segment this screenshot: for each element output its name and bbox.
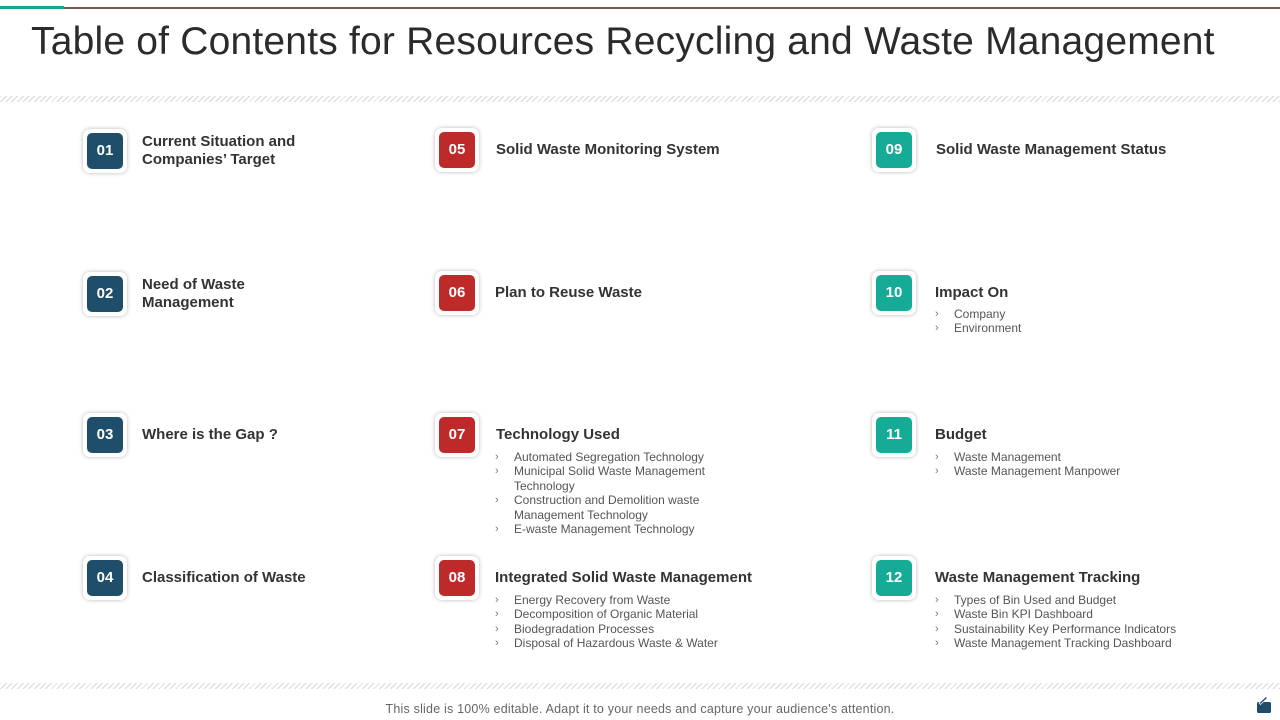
list-item-text: Decomposition of Organic Material bbox=[514, 607, 699, 622]
number-badge: 02 bbox=[87, 276, 123, 312]
list-item bbox=[935, 450, 1165, 464]
toc-item-09[interactable] bbox=[872, 128, 1202, 172]
toc-item-04[interactable] bbox=[83, 556, 413, 600]
list-item bbox=[495, 464, 725, 493]
number-badge-frame bbox=[872, 271, 916, 315]
list-item-text: Municipal Solid Waste Management Technology bbox=[514, 464, 705, 493]
list-item-text: Construction and Demolition waste Management Technology bbox=[514, 493, 700, 522]
number-badge-frame bbox=[83, 556, 127, 600]
list-item-text: Company bbox=[954, 307, 1006, 321]
number-badge-frame bbox=[435, 128, 479, 172]
chevron-right-icon: › bbox=[935, 637, 939, 650]
toc-item-05[interactable] bbox=[435, 128, 765, 172]
number-badge-frame bbox=[872, 556, 916, 600]
toc-item-07[interactable] bbox=[435, 413, 765, 541]
number-badge-frame bbox=[83, 413, 127, 457]
list-item bbox=[495, 522, 725, 536]
chevron-right-icon: › bbox=[495, 622, 499, 635]
list-item-text: Energy Recovery from Waste bbox=[514, 593, 671, 607]
edit-logo-icon bbox=[1255, 696, 1273, 714]
chevron-right-icon: › bbox=[495, 494, 499, 507]
number-badge: 05 bbox=[439, 132, 475, 168]
list-item-text: Environment bbox=[954, 321, 1022, 336]
toc-heading: Budget bbox=[935, 426, 987, 443]
footer-note: This slide is 100% editable. Adapt it to your needs and capture your audience's attention. bbox=[385, 702, 895, 716]
number-badge: 04 bbox=[87, 560, 123, 596]
number-badge-frame bbox=[872, 413, 916, 457]
list-item bbox=[935, 464, 1165, 478]
toc-heading: Solid Waste Monitoring System bbox=[496, 141, 720, 158]
toc-heading: Waste Management Tracking bbox=[935, 569, 1141, 586]
number-badge: 01 bbox=[87, 133, 123, 169]
list-item-text: Biodegradation Processes bbox=[514, 621, 655, 636]
number-badge-frame bbox=[435, 556, 479, 600]
number-badge: 08 bbox=[439, 560, 475, 596]
toc-bullet-list bbox=[495, 450, 725, 536]
chevron-right-icon: › bbox=[495, 637, 499, 650]
list-item bbox=[935, 607, 1210, 621]
toc-item-12[interactable] bbox=[872, 556, 1212, 656]
toc-heading: Plan to Reuse Waste bbox=[495, 284, 642, 301]
list-item bbox=[935, 622, 1210, 636]
chevron-right-icon: › bbox=[935, 465, 939, 478]
list-item-text: Disposal of Hazardous Waste & Water bbox=[514, 636, 718, 651]
chevron-right-icon: › bbox=[935, 608, 939, 621]
list-item-text: Sustainability Key Performance Indicators bbox=[954, 621, 1177, 636]
list-item bbox=[495, 450, 725, 464]
toc-heading: Technology Used bbox=[496, 426, 620, 443]
toc-heading: Integrated Solid Waste Management bbox=[495, 569, 752, 586]
toc-item-06[interactable] bbox=[435, 271, 765, 315]
chevron-right-icon: › bbox=[495, 451, 499, 463]
toc-item-08[interactable] bbox=[435, 556, 765, 656]
number-badge-frame bbox=[435, 413, 479, 457]
toc-item-10[interactable] bbox=[872, 271, 1202, 341]
list-item-text: Types of Bin Used and Budget bbox=[954, 593, 1117, 607]
toc-item-03[interactable] bbox=[83, 413, 413, 457]
toc-bullet-list bbox=[935, 307, 1165, 336]
list-item-text: Waste Management Manpower bbox=[954, 464, 1121, 479]
page-title: Table of Contents for Resources Recycling and Waste Management bbox=[31, 20, 1215, 63]
toc-heading: Impact On bbox=[935, 284, 1009, 301]
toc-item-01[interactable] bbox=[83, 129, 413, 173]
chevron-right-icon: › bbox=[495, 594, 499, 606]
list-item-text: Automated Segregation Technology bbox=[514, 450, 704, 464]
toc-heading: Need of Waste Management bbox=[142, 276, 245, 311]
top-accent-bar bbox=[0, 6, 64, 9]
list-item bbox=[495, 622, 725, 636]
toc-bullet-list bbox=[935, 450, 1165, 479]
chevron-right-icon: › bbox=[935, 322, 939, 335]
toc-bullet-list bbox=[935, 593, 1210, 651]
list-item-text: Waste Bin KPI Dashboard bbox=[954, 607, 1093, 622]
top-border-line bbox=[0, 7, 1280, 9]
list-item bbox=[935, 593, 1210, 607]
chevron-right-icon: › bbox=[495, 465, 499, 478]
toc-heading: Classification of Waste bbox=[142, 569, 306, 586]
number-badge: 11 bbox=[876, 417, 912, 453]
bottom-hatch-divider bbox=[0, 683, 1280, 689]
list-item bbox=[495, 493, 725, 522]
list-item-text: Waste Management Tracking Dashboard bbox=[954, 636, 1172, 651]
list-item bbox=[935, 307, 1165, 321]
toc-item-11[interactable] bbox=[872, 413, 1202, 483]
number-badge-frame bbox=[83, 129, 127, 173]
number-badge: 10 bbox=[876, 275, 912, 311]
number-badge: 07 bbox=[439, 417, 475, 453]
chevron-right-icon: › bbox=[935, 622, 939, 635]
toc-bullet-list bbox=[495, 593, 725, 651]
number-badge: 12 bbox=[876, 560, 912, 596]
chevron-right-icon: › bbox=[935, 594, 939, 606]
list-item bbox=[495, 593, 725, 607]
chevron-right-icon: › bbox=[935, 308, 939, 320]
chevron-right-icon: › bbox=[495, 608, 499, 621]
number-badge-frame bbox=[83, 272, 127, 316]
top-hatch-divider bbox=[0, 96, 1280, 102]
list-item-text: Waste Management bbox=[954, 450, 1061, 464]
list-item bbox=[935, 636, 1210, 650]
toc-heading: Current Situation and Companies’ Target bbox=[142, 133, 296, 168]
toc-item-02[interactable] bbox=[83, 272, 413, 316]
number-badge-frame bbox=[872, 128, 916, 172]
number-badge: 06 bbox=[439, 275, 475, 311]
list-item bbox=[495, 636, 725, 650]
list-item bbox=[495, 607, 725, 621]
number-badge: 09 bbox=[876, 132, 912, 168]
list-item-text: E-waste Management Technology bbox=[514, 522, 695, 537]
chevron-right-icon: › bbox=[495, 523, 499, 536]
number-badge-frame bbox=[435, 271, 479, 315]
chevron-right-icon: › bbox=[935, 451, 939, 463]
toc-heading: Where is the Gap ? bbox=[142, 426, 278, 443]
toc-heading: Solid Waste Management Status bbox=[936, 141, 1167, 158]
list-item bbox=[935, 321, 1165, 335]
number-badge: 03 bbox=[87, 417, 123, 453]
